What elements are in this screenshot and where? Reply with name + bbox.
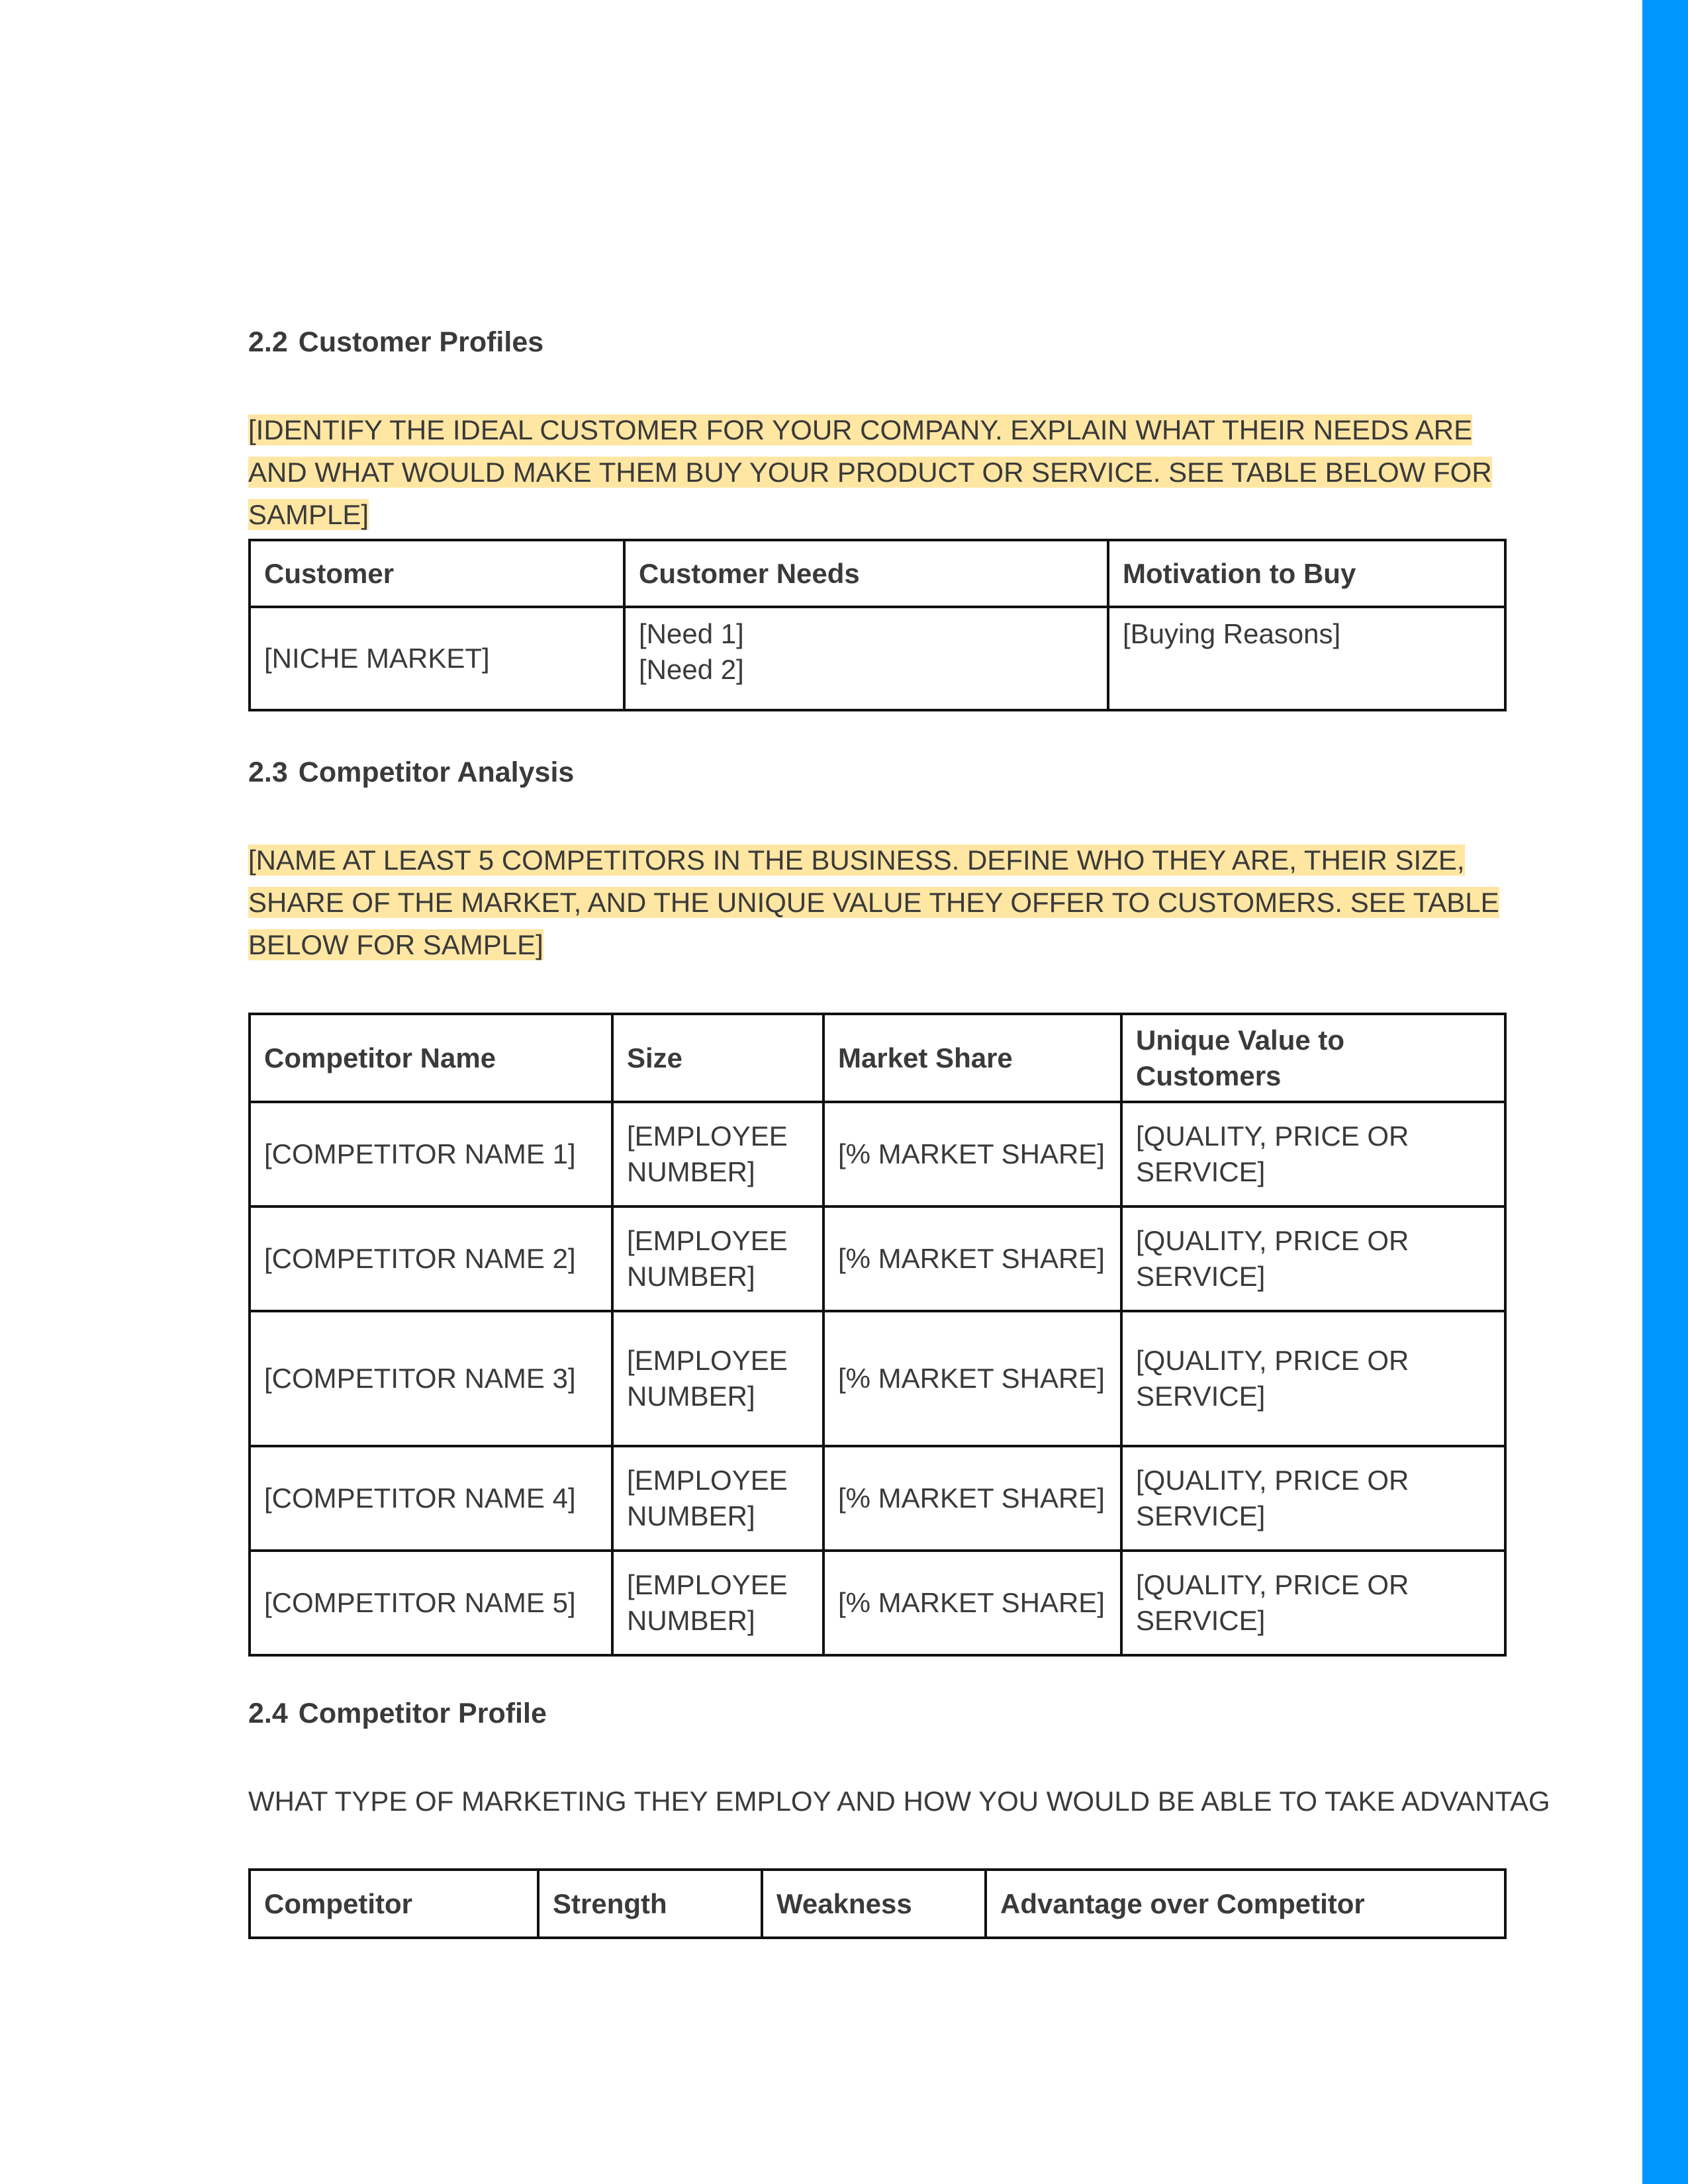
value-line: [QUALITY, PRICE OR xyxy=(1136,1465,1409,1496)
size-line: NUMBER] xyxy=(627,1156,755,1187)
size-line: [EMPLOYEE xyxy=(627,1569,788,1600)
customer-profiles-table xyxy=(248,539,1507,711)
value-line: [QUALITY, PRICE OR xyxy=(1136,1225,1409,1256)
section-2-2-heading xyxy=(248,326,543,359)
table-row xyxy=(250,1206,1505,1311)
unique-value-cell xyxy=(1121,1551,1505,1655)
customer-cell: [NICHE MARKET] xyxy=(250,607,624,710)
size-line: NUMBER] xyxy=(627,1500,755,1531)
market-share-cell: [% MARKET SHARE] xyxy=(823,1102,1121,1206)
section-title: Customer Profiles xyxy=(298,326,544,358)
header-unique-value: Unique Value to Customers xyxy=(1121,1014,1505,1102)
size-cell xyxy=(612,1206,823,1311)
size-cell xyxy=(612,1551,823,1655)
section-title: Competitor Profile xyxy=(298,1698,547,1729)
motivation-cell: [Buying Reasons] xyxy=(1108,607,1505,710)
side-accent-bar xyxy=(1642,0,1688,2184)
header-motivation-to-buy: Motivation to Buy xyxy=(1108,540,1505,607)
market-share-cell: [% MARKET SHARE] xyxy=(823,1446,1121,1551)
header-weakness: Weakness xyxy=(762,1870,986,1938)
market-share-cell: [% MARKET SHARE] xyxy=(823,1551,1121,1655)
value-line: [QUALITY, PRICE OR xyxy=(1136,1345,1409,1376)
table-header-row xyxy=(250,540,1505,607)
header-customer: Customer xyxy=(250,540,624,607)
table-header-row xyxy=(250,1870,1505,1938)
highlighted-instruction-text: [IDENTIFY THE IDEAL CUSTOMER FOR YOUR COMPANY. EXPLAIN WHAT THEIR NEEDS ARE AND WHAT WOULD MAKE THEM BUY YOUR PRODUCT OR SERVICE. SEE TABLE BELOW FOR SAMPLE] xyxy=(248,414,1492,530)
section-2-4-heading xyxy=(248,1698,547,1730)
header-strength: Strength xyxy=(538,1870,762,1938)
value-line: SERVICE] xyxy=(1136,1500,1266,1531)
size-line: [EMPLOYEE xyxy=(627,1120,788,1152)
value-line: SERVICE] xyxy=(1136,1156,1266,1187)
size-cell xyxy=(612,1311,823,1446)
unique-value-cell xyxy=(1121,1102,1505,1206)
table-row xyxy=(250,1551,1505,1655)
unique-value-cell xyxy=(1121,1311,1505,1446)
section-number: 2.4 xyxy=(248,1698,288,1729)
unique-value-cell xyxy=(1121,1206,1505,1311)
market-share-cell: [% MARKET SHARE] xyxy=(823,1206,1121,1311)
table-header-row xyxy=(250,1014,1505,1102)
competitor-profile-table xyxy=(248,1868,1507,1939)
size-line: NUMBER] xyxy=(627,1605,755,1636)
competitor-name-cell: [COMPETITOR NAME 1] xyxy=(250,1102,612,1206)
size-line: NUMBER] xyxy=(627,1261,755,1292)
table-row xyxy=(250,1102,1505,1206)
value-line: [QUALITY, PRICE OR xyxy=(1136,1120,1409,1152)
need-2: [Need 2] xyxy=(639,654,744,685)
highlighted-instruction-text: [NAME AT LEAST 5 COMPETITORS IN THE BUSINESS. DEFINE WHO THEY ARE, THEIR SIZE, SHARE OF THE MARKET, AND THE UNIQUE VALUE THEY OFFER TO CUSTOMERS. SEE TABLE BELOW FOR SAMPLE] xyxy=(248,844,1499,960)
competitor-name-cell: [COMPETITOR NAME 5] xyxy=(250,1551,612,1655)
size-cell xyxy=(612,1446,823,1551)
competitor-name-cell: [COMPETITOR NAME 4] xyxy=(250,1446,612,1551)
need-1: [Need 1] xyxy=(639,618,744,649)
value-line: SERVICE] xyxy=(1136,1261,1266,1292)
table-row xyxy=(250,607,1505,710)
size-cell xyxy=(612,1102,823,1206)
header-market-share: Market Share xyxy=(823,1014,1121,1102)
header-competitor-name: Competitor Name xyxy=(250,1014,612,1102)
competitor-name-cell: [COMPETITOR NAME 3] xyxy=(250,1311,612,1446)
competitor-analysis-table xyxy=(248,1013,1507,1657)
competitor-profile-text: WHAT TYPE OF MARKETING THEY EMPLOY AND HOW YOU WOULD BE ABLE TO TAKE ADVANTAG xyxy=(248,1786,1550,1817)
size-line: NUMBER] xyxy=(627,1381,755,1412)
unique-value-cell xyxy=(1121,1446,1505,1551)
header-advantage: Advantage over Competitor xyxy=(986,1870,1505,1938)
section-2-3-heading xyxy=(248,756,574,789)
section-title: Competitor Analysis xyxy=(298,756,575,788)
value-line: [QUALITY, PRICE OR xyxy=(1136,1569,1409,1600)
header-competitor: Competitor xyxy=(250,1870,538,1938)
section-number: 2.3 xyxy=(248,756,288,788)
value-line: SERVICE] xyxy=(1136,1381,1266,1412)
header-size: Size xyxy=(612,1014,823,1102)
size-line: [EMPLOYEE xyxy=(627,1345,788,1376)
table-row xyxy=(250,1311,1505,1446)
size-line: [EMPLOYEE xyxy=(627,1465,788,1496)
customer-needs-cell xyxy=(624,607,1108,710)
header-customer-needs: Customer Needs xyxy=(624,540,1108,607)
market-share-cell: [% MARKET SHARE] xyxy=(823,1311,1121,1446)
value-line: SERVICE] xyxy=(1136,1605,1266,1636)
table-row xyxy=(250,1446,1505,1551)
customer-profiles-instruction xyxy=(248,409,1506,536)
competitor-name-cell: [COMPETITOR NAME 2] xyxy=(250,1206,612,1311)
competitor-analysis-instruction xyxy=(248,839,1506,966)
section-number: 2.2 xyxy=(248,326,288,358)
size-line: [EMPLOYEE xyxy=(627,1225,788,1256)
